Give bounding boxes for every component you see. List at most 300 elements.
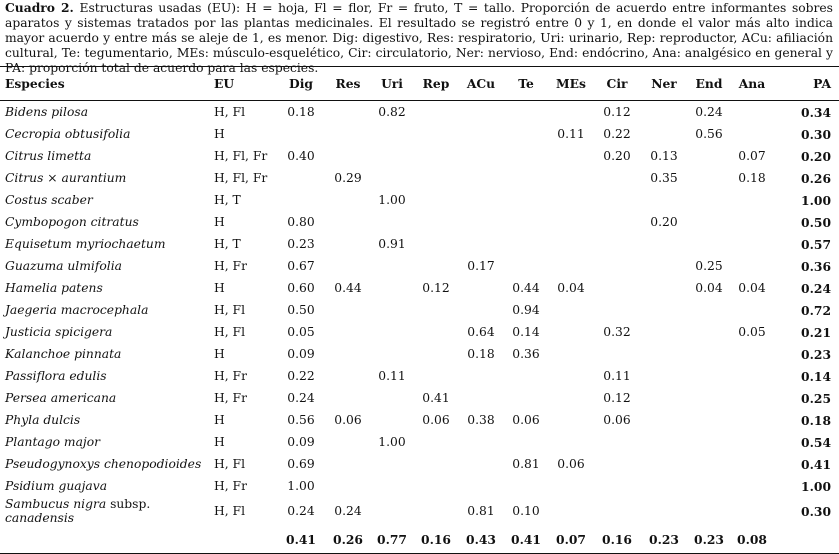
value-cell [688, 145, 730, 167]
value-cell: 0.14 [512, 325, 540, 339]
value-cell [414, 255, 458, 277]
value-cell: 0.17 [467, 259, 495, 273]
value-cell: 0.94 [512, 303, 540, 317]
structure-cell: H [214, 127, 225, 141]
value-cell [458, 189, 504, 211]
total-cell: 0.08 [730, 525, 774, 554]
value-cell: 0.56 [287, 413, 315, 427]
value-cell: 0.81 [512, 457, 540, 471]
value-cell [548, 189, 594, 211]
value-cell [640, 497, 688, 525]
value-cell [326, 387, 370, 409]
value-cell [594, 233, 640, 255]
structure-cell: H [214, 347, 225, 361]
value-cell [594, 299, 640, 321]
value-cell [640, 387, 688, 409]
column-header-acu: ACu [458, 67, 504, 101]
pa-cell: 0.14 [801, 368, 831, 384]
value-cell: 0.06 [512, 413, 540, 427]
value-cell [326, 123, 370, 145]
table-row [0, 167, 839, 189]
value-cell [326, 189, 370, 211]
column-header-cir: Cir [594, 67, 640, 101]
value-cell [640, 255, 688, 277]
value-cell [688, 431, 730, 453]
species-cell: Psidium guajava [5, 479, 108, 493]
value-cell [504, 233, 548, 255]
value-cell: 0.22 [287, 369, 315, 383]
value-cell: 0.29 [334, 171, 362, 185]
pa-cell: 0.57 [801, 236, 831, 252]
value-cell: 0.24 [287, 504, 315, 518]
value-cell [730, 189, 774, 211]
pa-cell: 0.20 [801, 148, 831, 164]
value-cell: 0.25 [695, 259, 723, 273]
total-cell: 0.23 [640, 525, 688, 554]
value-cell [730, 255, 774, 277]
value-cell [594, 343, 640, 365]
value-cell [504, 475, 548, 497]
value-cell [458, 277, 504, 299]
value-cell [414, 343, 458, 365]
value-cell: 0.06 [603, 413, 631, 427]
value-cell [458, 387, 504, 409]
species-cell: Phyla dulcis [5, 413, 81, 427]
value-cell: 0.56 [695, 127, 723, 141]
pa-cell: 0.50 [801, 214, 831, 230]
value-cell: 0.06 [334, 413, 362, 427]
value-cell: 0.64 [467, 325, 495, 339]
value-cell [370, 145, 414, 167]
value-cell [414, 123, 458, 145]
table-row [0, 123, 839, 145]
structure-cell: H [214, 435, 225, 449]
structure-cell: H, Fl [214, 325, 246, 339]
value-cell [688, 475, 730, 497]
value-cell [594, 211, 640, 233]
value-cell [730, 365, 774, 387]
value-cell [504, 123, 548, 145]
species-cell: Sambucus nigra subsp. canadensis [5, 497, 151, 525]
species-cell: Passiflora edulis [5, 369, 107, 383]
structure-cell: H, T [214, 237, 241, 251]
value-cell: 0.10 [512, 504, 540, 518]
total-cell: 0.43 [458, 525, 504, 554]
value-cell: 0.05 [738, 325, 766, 339]
value-cell [640, 343, 688, 365]
value-cell: 0.12 [603, 105, 631, 119]
value-cell [640, 123, 688, 145]
value-cell [688, 497, 730, 525]
species-cell: Citrus × aurantium [5, 171, 127, 185]
value-cell [326, 475, 370, 497]
total-cell [774, 525, 839, 554]
value-cell [548, 211, 594, 233]
value-cell [414, 233, 458, 255]
value-cell [548, 233, 594, 255]
value-cell: 0.06 [422, 413, 450, 427]
value-cell: 0.38 [467, 413, 495, 427]
column-header-mes: MEs [548, 67, 594, 101]
value-cell [326, 343, 370, 365]
value-cell [504, 145, 548, 167]
total-cell: 0.77 [370, 525, 414, 554]
value-cell [326, 365, 370, 387]
value-cell [640, 475, 688, 497]
value-cell: 0.20 [650, 215, 678, 229]
value-cell: 0.69 [287, 457, 315, 471]
value-cell: 0.11 [378, 369, 406, 383]
value-cell [414, 189, 458, 211]
value-cell: 0.23 [287, 237, 315, 251]
column-header-eu: EU [214, 67, 276, 101]
value-cell [688, 167, 730, 189]
table-row [0, 387, 839, 409]
column-header-res: Res [326, 67, 370, 101]
value-cell: 0.07 [738, 149, 766, 163]
table-row [0, 431, 839, 453]
value-cell [276, 167, 326, 189]
caption-text: Estructuras usadas (EU): H = hoja, Fl = flor, Fr = fruto, T = tallo. Proporción de acuerdo entre informantes sobres aparatos y sistemas tratados por las plantas medicinales. El resultado se registró entre 0 y 1, en donde el valor más alto indica mayor acuerdo y entre más se aleje de 1, es menor. Dig: digestivo, Res: respiratorio, Uri: urinario, Rep: reproductor, ACu: afiliación cultural, Te: tegumentario, MEs: músculo-esquelético, Cir: circulatorio, Ner: nervioso, End: endócrino, Ana: analgésico en general y PA: proporción total de acuerdo para las especies. [5, 1, 833, 75]
value-cell [730, 211, 774, 233]
pa-cell: 0.41 [801, 456, 831, 472]
value-cell [276, 123, 326, 145]
structure-cell: H, Fr [214, 479, 247, 493]
value-cell [688, 299, 730, 321]
species-cell: Cymbopogon citratus [5, 215, 139, 229]
column-header-end: End [688, 67, 730, 101]
total-cell: 0.26 [326, 525, 370, 554]
value-cell [370, 321, 414, 343]
value-cell [640, 365, 688, 387]
structure-cell: H [214, 413, 225, 427]
value-cell [458, 167, 504, 189]
value-cell [640, 431, 688, 453]
pa-cell: 0.21 [801, 324, 831, 340]
species-cell: Citrus limetta [5, 149, 92, 163]
structure-cell: H, T [214, 193, 241, 207]
value-cell [326, 255, 370, 277]
structure-cell: H, Fr [214, 369, 247, 383]
value-cell: 0.09 [287, 347, 315, 361]
column-header-pa: PA [774, 67, 839, 101]
value-cell [594, 167, 640, 189]
total-cell: 0.07 [548, 525, 594, 554]
value-cell: 0.12 [603, 391, 631, 405]
pa-cell: 0.34 [801, 104, 831, 120]
value-cell [594, 475, 640, 497]
species-cell: Pseudogynoxys chenopodioides [5, 457, 202, 471]
value-cell: 0.22 [603, 127, 631, 141]
value-cell [548, 475, 594, 497]
value-cell [326, 321, 370, 343]
value-cell [504, 101, 548, 124]
value-cell [504, 255, 548, 277]
species-cell: Kalanchoe pinnata [5, 347, 122, 361]
value-cell [548, 365, 594, 387]
pa-cell: 1.00 [801, 192, 831, 208]
column-header-te: Te [504, 67, 548, 101]
value-cell [370, 453, 414, 475]
table-row [0, 101, 839, 124]
value-cell [730, 343, 774, 365]
pa-cell: 1.00 [801, 478, 831, 494]
table-row [0, 343, 839, 365]
species-cell: Bidens pilosa [5, 105, 89, 119]
pa-cell: 0.24 [801, 280, 831, 296]
value-cell [414, 167, 458, 189]
value-cell [414, 475, 458, 497]
value-cell: 0.50 [287, 303, 315, 317]
column-header-ner: Ner [640, 67, 688, 101]
value-cell: 0.24 [695, 105, 723, 119]
value-cell [370, 475, 414, 497]
value-cell [370, 409, 414, 431]
species-cell: Cecropia obtusifolia [5, 127, 131, 141]
value-cell [326, 101, 370, 124]
value-cell [548, 343, 594, 365]
value-cell [414, 145, 458, 167]
value-cell [326, 211, 370, 233]
value-cell [458, 123, 504, 145]
value-cell: 0.24 [287, 391, 315, 405]
value-cell [594, 255, 640, 277]
value-cell [594, 431, 640, 453]
column-header-especies: Especies [0, 67, 214, 101]
table-row [0, 277, 839, 299]
value-cell [548, 255, 594, 277]
table-row [0, 453, 839, 475]
value-cell [548, 167, 594, 189]
value-cell [640, 101, 688, 124]
caption-label: Cuadro 2. [5, 0, 74, 15]
value-cell [414, 431, 458, 453]
value-cell [688, 321, 730, 343]
value-cell [640, 189, 688, 211]
value-cell: 0.82 [378, 105, 406, 119]
value-cell [688, 453, 730, 475]
pa-cell: 0.30 [801, 126, 831, 142]
value-cell: 0.40 [287, 149, 315, 163]
value-cell [458, 145, 504, 167]
value-cell [458, 211, 504, 233]
value-cell: 0.41 [422, 391, 450, 405]
column-header-dig: Dig [276, 67, 326, 101]
value-cell [640, 321, 688, 343]
species-cell: Costus scaber [5, 193, 93, 207]
column-header-ana: Ana [730, 67, 774, 101]
value-cell [458, 101, 504, 124]
value-cell [730, 431, 774, 453]
value-cell: 0.18 [287, 105, 315, 119]
value-cell [370, 277, 414, 299]
value-cell [370, 123, 414, 145]
value-cell [504, 167, 548, 189]
value-cell [594, 189, 640, 211]
value-cell [414, 453, 458, 475]
value-cell [730, 453, 774, 475]
value-cell [414, 299, 458, 321]
value-cell [326, 145, 370, 167]
value-cell [458, 431, 504, 453]
value-cell [414, 365, 458, 387]
value-cell: 0.81 [467, 504, 495, 518]
species-cell: Hamelia patens [5, 281, 103, 295]
value-cell [276, 189, 326, 211]
value-cell [370, 167, 414, 189]
value-cell [594, 497, 640, 525]
structure-cell: H, Fl [214, 303, 246, 317]
structure-cell: H, Fl, Fr [214, 149, 268, 163]
value-cell [458, 475, 504, 497]
structure-cell: H, Fl [214, 105, 246, 119]
pa-cell: 0.18 [801, 412, 831, 428]
value-cell [688, 343, 730, 365]
value-cell [326, 299, 370, 321]
structure-cell: H, Fr [214, 391, 247, 405]
value-cell: 0.32 [603, 325, 631, 339]
pa-cell: 0.54 [801, 434, 831, 450]
empty-cell [0, 525, 214, 554]
value-cell: 0.09 [287, 435, 315, 449]
value-cell: 1.00 [378, 435, 406, 449]
value-cell [548, 497, 594, 525]
value-cell [640, 409, 688, 431]
value-cell: 0.04 [738, 281, 766, 295]
header-row [0, 67, 839, 101]
value-cell [370, 299, 414, 321]
value-cell [594, 277, 640, 299]
value-cell [548, 299, 594, 321]
totals-row [0, 525, 839, 554]
value-cell [730, 387, 774, 409]
table-row [0, 409, 839, 431]
value-cell [730, 475, 774, 497]
value-cell [326, 431, 370, 453]
pa-cell: 0.26 [801, 170, 831, 186]
value-cell [370, 255, 414, 277]
value-cell: 0.18 [467, 347, 495, 361]
value-cell [458, 299, 504, 321]
value-cell: 0.18 [738, 171, 766, 185]
value-cell [370, 211, 414, 233]
species-cell: Jaegeria macrocephala [5, 303, 149, 317]
value-cell [730, 497, 774, 525]
total-cell: 0.16 [594, 525, 640, 554]
value-cell [414, 211, 458, 233]
structure-cell: H, Fl [214, 457, 246, 471]
value-cell [688, 365, 730, 387]
table-row [0, 365, 839, 387]
table-row [0, 321, 839, 343]
species-cell: Plantago major [5, 435, 101, 449]
column-header-uri: Uri [370, 67, 414, 101]
table-row [0, 299, 839, 321]
value-cell: 0.06 [557, 457, 585, 471]
value-cell [640, 299, 688, 321]
pa-cell: 0.23 [801, 346, 831, 362]
table-row [0, 233, 839, 255]
value-cell: 1.00 [287, 479, 315, 493]
value-cell [414, 497, 458, 525]
value-cell: 0.24 [334, 504, 362, 518]
total-cell: 0.41 [276, 525, 326, 554]
value-cell: 0.67 [287, 259, 315, 273]
pa-cell: 0.72 [801, 302, 831, 318]
value-cell [458, 365, 504, 387]
value-cell [504, 387, 548, 409]
species-cell: Justicia spicigera [5, 325, 113, 339]
value-cell [548, 145, 594, 167]
value-cell [414, 321, 458, 343]
value-cell [730, 299, 774, 321]
value-cell: 0.91 [378, 237, 406, 251]
column-header-rep: Rep [414, 67, 458, 101]
value-cell [688, 233, 730, 255]
table-row [0, 255, 839, 277]
species-cell: Equisetum myriochaetum [5, 237, 166, 251]
agreement-table [0, 66, 839, 554]
structure-cell: H, Fl [214, 504, 246, 518]
value-cell: 0.13 [650, 149, 678, 163]
value-cell: 1.00 [378, 193, 406, 207]
table-row [0, 475, 839, 497]
table-row [0, 211, 839, 233]
value-cell [688, 189, 730, 211]
table-row [0, 189, 839, 211]
value-cell: 0.80 [287, 215, 315, 229]
value-cell: 0.11 [557, 127, 585, 141]
total-cell: 0.23 [688, 525, 730, 554]
value-cell [504, 211, 548, 233]
value-cell [504, 431, 548, 453]
structure-cell: H, Fl, Fr [214, 171, 268, 185]
structure-cell: H [214, 281, 225, 295]
total-cell: 0.41 [504, 525, 548, 554]
value-cell [688, 211, 730, 233]
value-cell [688, 387, 730, 409]
value-cell: 0.12 [422, 281, 450, 295]
value-cell: 0.11 [603, 369, 631, 383]
value-cell: 0.35 [650, 171, 678, 185]
value-cell [640, 233, 688, 255]
structure-cell: H, Fr [214, 259, 247, 273]
value-cell [414, 101, 458, 124]
value-cell [370, 343, 414, 365]
table-body [0, 101, 839, 554]
value-cell [730, 409, 774, 431]
structure-cell: H [214, 215, 225, 229]
value-cell [548, 101, 594, 124]
value-cell [504, 365, 548, 387]
species-cell: Guazuma ulmifolia [5, 259, 122, 273]
value-cell [370, 497, 414, 525]
value-cell: 0.20 [603, 149, 631, 163]
value-cell: 0.04 [557, 281, 585, 295]
value-cell [730, 123, 774, 145]
value-cell [458, 453, 504, 475]
value-cell [548, 409, 594, 431]
value-cell [458, 233, 504, 255]
value-cell [548, 387, 594, 409]
value-cell: 0.05 [287, 325, 315, 339]
value-cell [504, 189, 548, 211]
value-cell [640, 453, 688, 475]
value-cell: 0.60 [287, 281, 315, 295]
value-cell [548, 321, 594, 343]
value-cell: 0.04 [695, 281, 723, 295]
value-cell [326, 233, 370, 255]
